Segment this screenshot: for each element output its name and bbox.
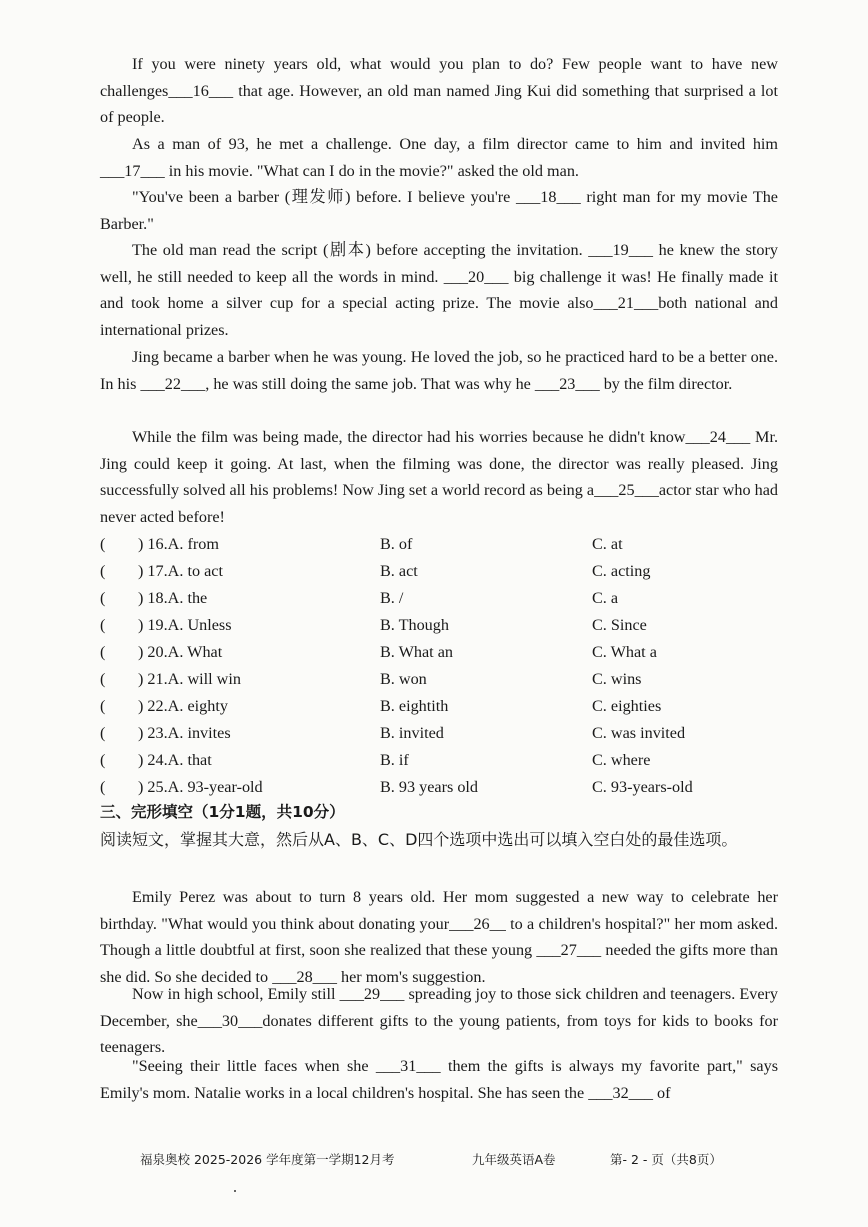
passage2-paragraph-3: "Seeing their little faces when she ___31___ them the gifts is always my favorite part," says Emily's mom. Natalie works in a local children's hospital. She has seen the ___32___ of	[100, 1057, 778, 1102]
answer-bracket[interactable]: (	[100, 724, 106, 742]
option-c: C. where	[592, 751, 651, 769]
answer-bracket[interactable]: (	[100, 643, 106, 661]
footer-subject: 九年级英语A卷	[472, 1152, 556, 1167]
option-b: B. won	[380, 670, 427, 688]
option-c: C. What a	[592, 643, 657, 661]
option-c: C. 93-years-old	[592, 778, 693, 796]
option-a: ) 25.A. 93-year-old	[138, 778, 263, 796]
option-a: ) 24.A. that	[138, 751, 212, 769]
question-20	[100, 639, 800, 666]
option-b: B. 93 years old	[380, 778, 479, 796]
option-b: B. What an	[380, 643, 453, 661]
question-19	[100, 612, 800, 639]
option-c: C. acting	[592, 562, 651, 580]
question-23	[100, 720, 800, 747]
answer-bracket[interactable]: (	[100, 589, 106, 607]
passage1-paragraph-6: While the film was being made, the director had his worries because he didn't know___24___ Mr. Jing could keep it going. At last, when the filming was done, the director was really pleased. Jing successfully solved all his problems! Now Jing set a world record as being a___25___actor star who had never acted before!	[100, 428, 778, 526]
option-b: B. if	[380, 751, 409, 769]
option-a: ) 18.A. the	[138, 589, 208, 607]
option-b: B. eightith	[380, 697, 449, 715]
footer-school: 福泉奥校 2025-2026 学年度第一学期12月考	[140, 1152, 395, 1167]
option-a: ) 21.A. will win	[138, 670, 241, 688]
passage1-paragraph-2: As a man of 93, he met a challenge. One day, a film director came to him and invited him ___17___ in his movie. "What can I do in the movie?" asked the old man.	[100, 135, 778, 180]
question-17	[100, 558, 800, 585]
passage1-paragraph-1: If you were ninety years old, what would you plan to do? Few people want to have new challenges___16___ that age. However, an old man named Jing Kui did something that surprised a lot of people.	[100, 55, 778, 127]
option-b: B. act	[380, 562, 418, 580]
answer-bracket[interactable]: (	[100, 562, 106, 580]
footer-page-number: 第- 2 - 页（共8页）	[610, 1152, 722, 1167]
option-c: C. Since	[592, 616, 647, 634]
section-3-instruction: 阅读短文，掌握其大意，然后从A、B、C、D四个选项中选出可以填入空白处的最佳选项。	[100, 830, 738, 849]
answer-bracket[interactable]: (	[100, 670, 106, 688]
scan-speck	[234, 1190, 236, 1192]
option-a: ) 16.A. from	[138, 535, 219, 553]
answer-bracket[interactable]: (	[100, 697, 106, 715]
question-18	[100, 585, 800, 612]
option-a: ) 20.A. What	[138, 643, 223, 661]
passage1-paragraph-5: Jing became a barber when he was young. He loved the job, so he practiced hard to be a better one. In his ___22___, he was still doing the same job. That was why he ___23___ by the film director.	[100, 348, 778, 393]
passage1-paragraph-4: The old man read the script (剧本) before accepting the invitation. ___19___ he knew the story well, he still needed to keep all the words in mind. ___20___ big challenge it was! He finally made it and took home a silver cup for a special acting prize. The movie also___21___both national and international prizes.	[100, 241, 778, 339]
option-c: C. eighties	[592, 697, 662, 715]
option-b: B. invited	[380, 724, 444, 742]
question-21	[100, 666, 800, 693]
question-24	[100, 747, 800, 774]
answer-options	[100, 531, 800, 801]
answer-bracket[interactable]: (	[100, 751, 106, 769]
option-b: B. /	[380, 589, 404, 607]
option-a: ) 23.A. invites	[138, 724, 231, 742]
answer-bracket[interactable]: (	[100, 616, 106, 634]
option-c: C. was invited	[592, 724, 686, 742]
passage2-paragraph-2: Now in high school, Emily still ___29___ spreading joy to those sick children and teenagers. Every December, she___30___donates different gifts to the young patients, from toys for kids to books for teenagers.	[100, 985, 778, 1057]
passage1-paragraph-3: "You've been a barber (理发师) before. I believe you're ___18___ right man for my movie The Barber."	[100, 188, 778, 233]
option-a: ) 17.A. to act	[138, 562, 223, 580]
option-c: C. at	[592, 535, 623, 553]
section-3-title: 三、完形填空（1分1题，共10分）	[100, 803, 345, 821]
answer-bracket[interactable]: (	[100, 535, 106, 553]
option-c: C. wins	[592, 670, 642, 688]
option-c: C. a	[592, 589, 619, 607]
question-25	[100, 774, 800, 801]
option-a: ) 19.A. Unless	[138, 616, 232, 634]
question-22	[100, 693, 800, 720]
question-16	[100, 531, 800, 558]
option-b: B. of	[380, 535, 413, 553]
answer-bracket[interactable]: (	[100, 778, 106, 796]
option-b: B. Though	[380, 616, 449, 634]
passage2-paragraph-1: Emily Perez was about to turn 8 years old. Her mom suggested a new way to celebrate her birthday. "What would you think about donating your___26__ to a children's hospital?" her mom asked. Though a little doubtful at first, soon she realized that these young ___27___ needed the gifts more than she did. So she decided to ___28___ her mom's suggestion.	[100, 888, 778, 986]
option-a: ) 22.A. eighty	[138, 697, 228, 715]
